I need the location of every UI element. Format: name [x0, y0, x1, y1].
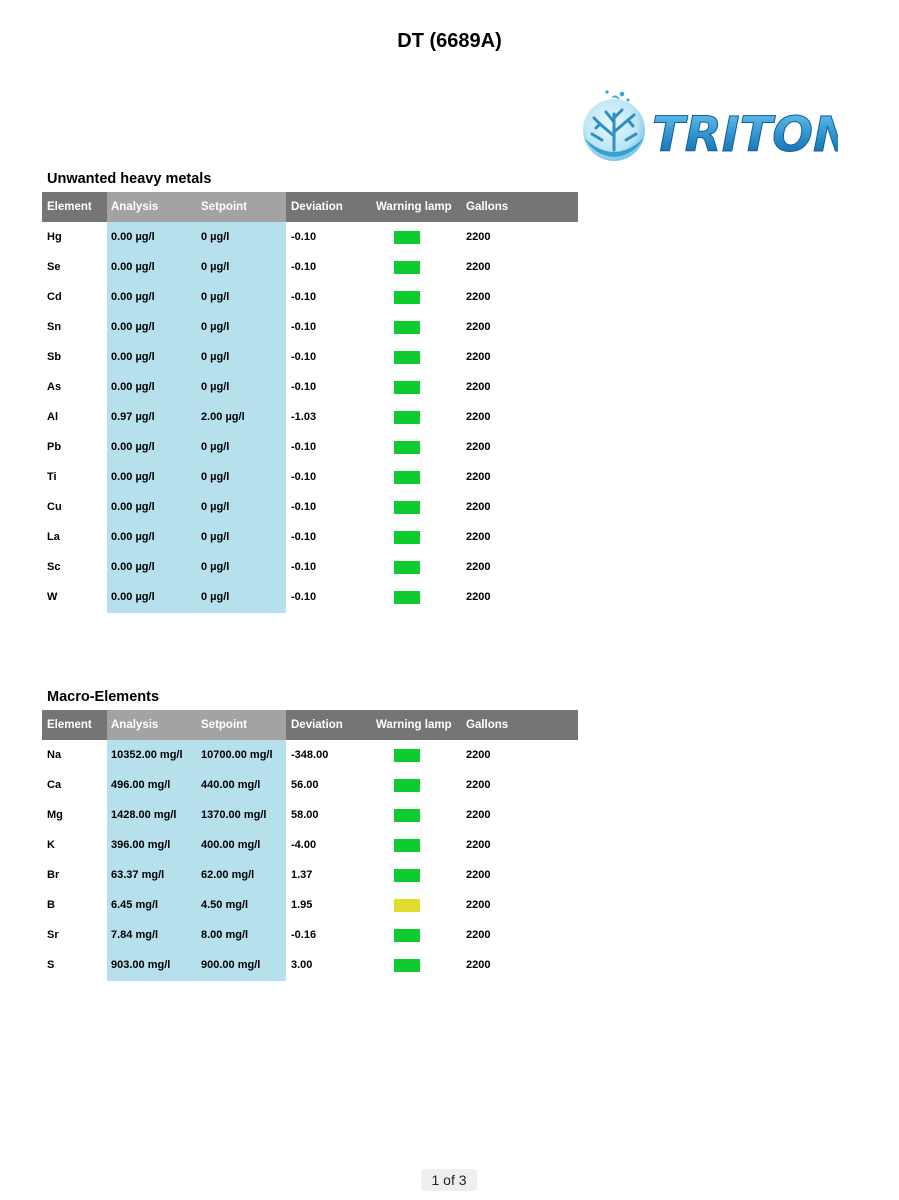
element-cell: Se: [47, 261, 61, 273]
table-row: [42, 830, 578, 860]
warning-lamp-indicator: [394, 561, 420, 574]
gallons-cell: 2200: [466, 809, 491, 821]
analysis-cell: 10352.00 mg/l: [111, 749, 183, 761]
deviation-cell: -0.10: [291, 261, 317, 273]
setpoint-cell: 0 µg/l: [201, 231, 230, 243]
table-row: [42, 770, 578, 800]
page-indicator[interactable]: 1 of 3: [421, 1169, 477, 1191]
table-row: [42, 252, 578, 282]
deviation-cell: -4.00: [291, 839, 317, 851]
analysis-cell: 0.97 µg/l: [111, 411, 155, 423]
warning-lamp-indicator: [394, 321, 420, 334]
deviation-cell: 1.95: [291, 899, 313, 911]
warning-lamp-indicator: [394, 441, 420, 454]
deviation-cell: -0.10: [291, 291, 317, 303]
warning-lamp-indicator: [394, 929, 420, 942]
element-cell: Hg: [47, 231, 62, 243]
setpoint-cell: 0 µg/l: [201, 261, 230, 273]
deviation-cell: -0.10: [291, 591, 317, 603]
setpoint-cell: 0 µg/l: [201, 561, 230, 573]
warning-lamp-indicator: [394, 749, 420, 762]
element-cell: B: [47, 899, 55, 911]
gallons-cell: 2200: [466, 839, 491, 851]
gallons-cell: 2200: [466, 411, 491, 423]
header-deviation: Deviation: [291, 719, 343, 731]
gallons-cell: 2200: [466, 749, 491, 761]
warning-lamp-indicator: [394, 869, 420, 882]
triton-logo: [578, 88, 838, 164]
table-row: [42, 372, 578, 402]
section-title-macro-elements: Macro-Elements: [47, 689, 160, 705]
heavy-metals-table: [42, 192, 578, 613]
element-cell: Ti: [47, 471, 57, 483]
warning-lamp-indicator: [394, 411, 420, 424]
table-row: [42, 222, 578, 252]
element-cell: Cd: [47, 291, 62, 303]
header-warning-lamp: Warning lamp: [376, 201, 452, 213]
analysis-cell: 6.45 mg/l: [111, 899, 159, 911]
gallons-cell: 2200: [466, 899, 491, 911]
analysis-cell: 0.00 µg/l: [111, 231, 155, 243]
table-row: [42, 402, 578, 432]
setpoint-cell: 400.00 mg/l: [201, 839, 261, 851]
table-row: [42, 582, 578, 612]
element-cell: Sr: [47, 929, 59, 941]
warning-lamp-indicator: [394, 839, 420, 852]
element-cell: K: [47, 839, 55, 851]
analysis-cell: 0.00 µg/l: [111, 591, 155, 603]
header-warning-lamp: Warning lamp: [376, 719, 452, 731]
gallons-cell: 2200: [466, 959, 491, 971]
table-row: [42, 740, 578, 770]
element-cell: Mg: [47, 809, 63, 821]
element-cell: S: [47, 959, 55, 971]
analysis-cell: 0.00 µg/l: [111, 351, 155, 363]
header-analysis: Analysis: [111, 719, 159, 731]
element-cell: W: [47, 591, 58, 603]
gallons-cell: 2200: [466, 561, 491, 573]
setpoint-cell: 0 µg/l: [201, 291, 230, 303]
header-element: Element: [47, 201, 92, 213]
analysis-cell: 0.00 µg/l: [111, 471, 155, 483]
analysis-cell: 0.00 µg/l: [111, 561, 155, 573]
setpoint-cell: 0 µg/l: [201, 351, 230, 363]
warning-lamp-indicator: [394, 591, 420, 604]
gallons-cell: 2200: [466, 351, 491, 363]
setpoint-cell: 0 µg/l: [201, 381, 230, 393]
header-setpoint: Setpoint: [201, 719, 247, 731]
table-row: [42, 950, 578, 980]
element-cell: Ca: [47, 779, 62, 791]
table-row: [42, 552, 578, 582]
warning-lamp-indicator: [394, 779, 420, 792]
logo-wordmark: TRITON: [652, 107, 838, 163]
deviation-cell: -0.10: [291, 351, 317, 363]
deviation-cell: 56.00: [291, 779, 319, 791]
deviation-cell: -348.00: [291, 749, 329, 761]
table-row: [42, 492, 578, 522]
analysis-cell: 0.00 µg/l: [111, 261, 155, 273]
setpoint-cell: 4.50 mg/l: [201, 899, 249, 911]
warning-lamp-indicator: [394, 899, 420, 912]
gallons-cell: 2200: [466, 869, 491, 881]
macro-elements-table: [42, 710, 578, 981]
gallons-cell: 2200: [466, 779, 491, 791]
setpoint-cell: 440.00 mg/l: [201, 779, 261, 791]
analysis-cell: 0.00 µg/l: [111, 501, 155, 513]
header-deviation: Deviation: [291, 201, 343, 213]
warning-lamp-indicator: [394, 809, 420, 822]
element-cell: La: [47, 531, 60, 543]
deviation-cell: -0.10: [291, 321, 317, 333]
table-row: [42, 312, 578, 342]
warning-lamp-indicator: [394, 261, 420, 274]
header-setpoint: Setpoint: [201, 201, 247, 213]
table-header: [42, 710, 578, 740]
element-cell: As: [47, 381, 62, 393]
section-title-heavy-metals: Unwanted heavy metals: [47, 171, 212, 187]
gallons-cell: 2200: [466, 261, 491, 273]
setpoint-cell: 0 µg/l: [201, 501, 230, 513]
setpoint-cell: 8.00 mg/l: [201, 929, 249, 941]
warning-lamp-indicator: [394, 501, 420, 514]
element-cell: Cu: [47, 501, 62, 513]
table-row: [42, 890, 578, 920]
element-cell: Al: [47, 411, 58, 423]
deviation-cell: -0.10: [291, 441, 317, 453]
table-row: [42, 522, 578, 552]
element-cell: Br: [47, 869, 60, 881]
analysis-cell: 496.00 mg/l: [111, 779, 171, 791]
table-row: [42, 342, 578, 372]
setpoint-cell: 0 µg/l: [201, 531, 230, 543]
deviation-cell: 1.37: [291, 869, 313, 881]
warning-lamp-indicator: [394, 381, 420, 394]
analysis-cell: 396.00 mg/l: [111, 839, 171, 851]
gallons-cell: 2200: [466, 591, 491, 603]
analysis-cell: 0.00 µg/l: [111, 531, 155, 543]
setpoint-cell: 2.00 µg/l: [201, 411, 245, 423]
analysis-cell: 903.00 mg/l: [111, 959, 171, 971]
setpoint-cell: 0 µg/l: [201, 321, 230, 333]
analysis-cell: 0.00 µg/l: [111, 321, 155, 333]
gallons-cell: 2200: [466, 471, 491, 483]
setpoint-cell: 10700.00 mg/l: [201, 749, 273, 761]
deviation-cell: -0.10: [291, 561, 317, 573]
element-cell: Sn: [47, 321, 62, 333]
deviation-cell: 58.00: [291, 809, 319, 821]
header-gallons: Gallons: [466, 201, 509, 213]
gallons-cell: 2200: [466, 441, 491, 453]
deviation-cell: -0.10: [291, 471, 317, 483]
element-cell: Pb: [47, 441, 62, 453]
coral-sphere-icon: [578, 88, 838, 164]
analysis-cell: 0.00 µg/l: [111, 291, 155, 303]
warning-lamp-indicator: [394, 351, 420, 364]
setpoint-cell: 0 µg/l: [201, 471, 230, 483]
setpoint-cell: 1370.00 mg/l: [201, 809, 267, 821]
warning-lamp-indicator: [394, 531, 420, 544]
warning-lamp-indicator: [394, 959, 420, 972]
header-gallons: Gallons: [466, 719, 509, 731]
analysis-cell: 7.84 mg/l: [111, 929, 159, 941]
deviation-cell: -0.10: [291, 381, 317, 393]
deviation-cell: -0.10: [291, 501, 317, 513]
setpoint-cell: 0 µg/l: [201, 591, 230, 603]
deviation-cell: -0.10: [291, 531, 317, 543]
analysis-cell: 0.00 µg/l: [111, 441, 155, 453]
warning-lamp-indicator: [394, 231, 420, 244]
warning-lamp-indicator: [394, 471, 420, 484]
analysis-cell: 1428.00 mg/l: [111, 809, 177, 821]
gallons-cell: 2200: [466, 321, 491, 333]
gallons-cell: 2200: [466, 381, 491, 393]
deviation-cell: -0.16: [291, 929, 317, 941]
header-element: Element: [47, 719, 92, 731]
analysis-cell: 63.37 mg/l: [111, 869, 165, 881]
element-cell: Na: [47, 749, 62, 761]
table-row: [42, 860, 578, 890]
table-row: [42, 282, 578, 312]
deviation-cell: 3.00: [291, 959, 313, 971]
gallons-cell: 2200: [466, 291, 491, 303]
setpoint-cell: 900.00 mg/l: [201, 959, 261, 971]
gallons-cell: 2200: [466, 501, 491, 513]
setpoint-cell: 0 µg/l: [201, 441, 230, 453]
table-header: [42, 192, 578, 222]
gallons-cell: 2200: [466, 231, 491, 243]
element-cell: Sc: [47, 561, 61, 573]
warning-lamp-indicator: [394, 291, 420, 304]
table-row: [42, 800, 578, 830]
page-title: DT (6689A): [397, 30, 502, 52]
header-analysis: Analysis: [111, 201, 159, 213]
table-row: [42, 462, 578, 492]
analysis-cell: 0.00 µg/l: [111, 381, 155, 393]
gallons-cell: 2200: [466, 531, 491, 543]
table-row: [42, 432, 578, 462]
setpoint-cell: 62.00 mg/l: [201, 869, 255, 881]
gallons-cell: 2200: [466, 929, 491, 941]
deviation-cell: -0.10: [291, 231, 317, 243]
deviation-cell: -1.03: [291, 411, 317, 423]
element-cell: Sb: [47, 351, 62, 363]
table-row: [42, 920, 578, 950]
